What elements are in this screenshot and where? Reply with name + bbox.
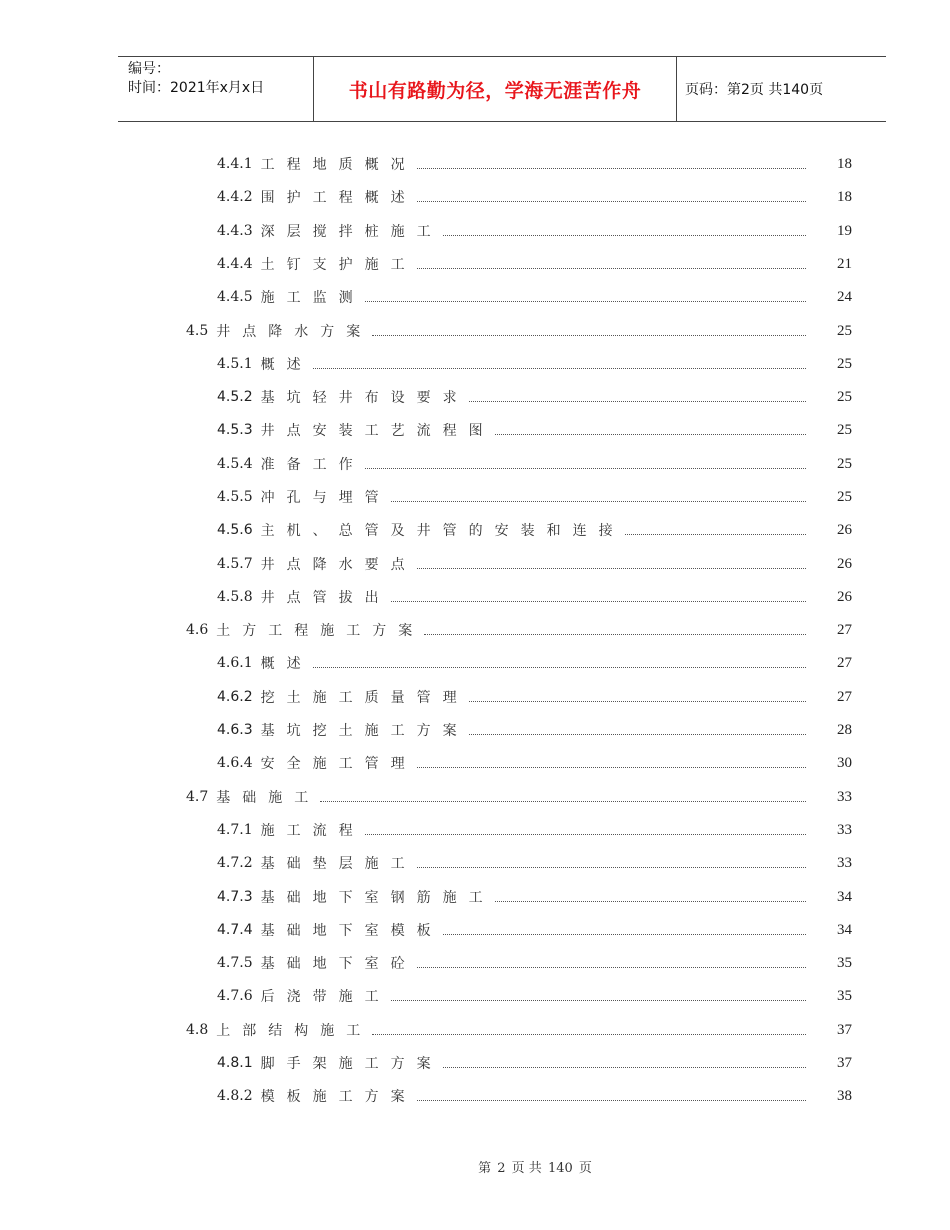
toc-leader-dots: [417, 200, 806, 202]
toc-entry[interactable]: [0, 720, 950, 740]
toc-leader-dots: [391, 500, 806, 502]
toc-entry-page: 33: [837, 788, 852, 805]
toc-entry-page: 25: [837, 455, 852, 472]
toc-entry[interactable]: [0, 154, 950, 174]
toc-entry[interactable]: [0, 1020, 950, 1040]
toc-entry[interactable]: [0, 487, 950, 507]
toc-entry-number: 4.5.6: [217, 522, 253, 538]
toc-leader-dots: [469, 733, 806, 735]
header-meta-cell: [118, 57, 314, 121]
toc-entry-page: 21: [837, 255, 852, 272]
toc-entry-number: 4.5.1: [217, 356, 253, 372]
toc-entry-number: 4.7.4: [217, 922, 253, 938]
toc-entry-number: 4.4.5: [217, 289, 253, 305]
toc-entry[interactable]: [0, 1053, 950, 1073]
toc-leader-dots: [417, 966, 806, 968]
toc-entry-title: 冲孔与埋管: [260, 490, 391, 506]
header-motto-cell: [314, 57, 677, 121]
toc-entry-number: 4.4.4: [217, 256, 253, 272]
toc-leader-dots: [365, 300, 806, 302]
toc-leader-dots: [313, 666, 806, 668]
toc-entry-title: 施工流程: [260, 823, 365, 839]
toc-leader-dots: [365, 833, 806, 835]
toc-entry-page: 27: [837, 654, 852, 671]
toc-leader-dots: [469, 700, 806, 702]
toc-entry-title: 工程地质概况: [260, 157, 417, 173]
toc-entry-number: 4.6.2: [217, 689, 253, 705]
toc-entry-page: 24: [837, 288, 852, 305]
toc-entry[interactable]: [0, 787, 950, 807]
toc-leader-dots: [417, 866, 806, 868]
toc-entry[interactable]: [0, 454, 950, 474]
toc-entry-page: 28: [837, 721, 852, 738]
number-label: 编号：: [128, 61, 170, 77]
toc-entry-number: 4.8.2: [217, 1088, 253, 1104]
toc-entry[interactable]: [0, 420, 950, 440]
toc-entry-number: 4.5.3: [217, 422, 253, 438]
toc-entry[interactable]: [0, 820, 950, 840]
toc-entry-number: 4.7.2: [217, 855, 253, 871]
toc-leader-dots: [417, 1099, 806, 1101]
toc-entry-title: 井点安装工艺流程图: [260, 423, 495, 439]
toc-entry-title: 井点降水要点: [260, 557, 417, 573]
toc-entry-number: 4.6: [186, 622, 209, 638]
toc-entry-title: 概述: [260, 656, 313, 672]
toc-entry-number: 4.5.2: [217, 389, 253, 405]
toc-entry-page: 26: [837, 555, 852, 572]
toc-leader-dots: [443, 1066, 806, 1068]
toc-entry[interactable]: [0, 887, 950, 907]
toc-entry-number: 4.7.1: [217, 822, 253, 838]
toc-entry-number: 4.4.1: [217, 156, 253, 172]
toc-entry[interactable]: [0, 354, 950, 374]
toc-entry-page: 27: [837, 688, 852, 705]
toc-entry-page: 25: [837, 322, 852, 339]
toc-leader-dots: [443, 234, 806, 236]
footer-suffix: 页: [578, 1161, 592, 1176]
toc-entry[interactable]: [0, 986, 950, 1006]
toc-entry-title: 基础垫层施工: [260, 856, 417, 872]
toc-entry-number: 4.5: [186, 323, 209, 339]
toc-entry-title: 基坑挖土施工方案: [260, 723, 469, 739]
toc-entry-title: 基础施工: [216, 790, 321, 806]
toc-entry[interactable]: [0, 653, 950, 673]
toc-entry-title: 安全施工管理: [260, 756, 417, 772]
toc-entry[interactable]: [0, 620, 950, 640]
toc-entry-page: 18: [837, 155, 852, 172]
toc-entry[interactable]: [0, 1086, 950, 1106]
toc-entry[interactable]: [0, 853, 950, 873]
toc-entry-number: 4.5.7: [217, 556, 253, 572]
toc-leader-dots: [372, 334, 806, 336]
toc-entry-page: 25: [837, 488, 852, 505]
toc-entry-page: 30: [837, 754, 852, 771]
toc-leader-dots: [495, 433, 806, 435]
toc-entry-title: 准备工作: [260, 457, 365, 473]
toc-entry[interactable]: [0, 753, 950, 773]
footer-prefix: 第: [478, 1161, 492, 1176]
toc-entry-page: 27: [837, 621, 852, 638]
toc-entry-page: 35: [837, 987, 852, 1004]
toc-entry[interactable]: [0, 321, 950, 341]
toc-entry-number: 4.6.3: [217, 722, 253, 738]
toc-entry[interactable]: [0, 920, 950, 940]
motto-text: 书山有路勤为径，学海无涯苦作舟: [348, 79, 642, 102]
toc-entry[interactable]: [0, 953, 950, 973]
toc-entry[interactable]: [0, 221, 950, 241]
toc-entry-number: 4.5.4: [217, 456, 253, 472]
toc-entry[interactable]: [0, 287, 950, 307]
toc-entry-number: 4.7.6: [217, 988, 253, 1004]
toc-leader-dots: [320, 800, 806, 802]
toc-entry-page: 34: [837, 888, 852, 905]
toc-entry[interactable]: [0, 554, 950, 574]
toc-entry-title: 基坑轻井布设要求: [260, 390, 469, 406]
time-label: 时间：2021年x月x日: [128, 80, 265, 96]
toc-entry-number: 4.5.5: [217, 489, 253, 505]
toc-entry-number: 4.7.3: [217, 889, 253, 905]
page-info: 页码：第2页 共140页: [685, 82, 824, 98]
toc-entry-number: 4.5.8: [217, 589, 253, 605]
toc-entry-number: 4.4.2: [217, 189, 253, 205]
toc-entry-number: 4.6.1: [217, 655, 253, 671]
toc-leader-dots: [424, 633, 806, 635]
toc-entry-number: 4.6.4: [217, 755, 253, 771]
footer-total-pages: 140: [547, 1161, 573, 1176]
toc-entry-title: 后浇带施工: [260, 989, 391, 1005]
toc-leader-dots: [417, 267, 806, 269]
toc-entry[interactable]: [0, 687, 950, 707]
toc-entry-title: 土钉支护施工: [260, 257, 417, 273]
toc-entry-title: 主机、总管及井管的安装和连接: [260, 523, 625, 539]
toc-entry-title: 上部结构施工: [216, 1023, 373, 1039]
toc-entry-title: 土方工程施工方案: [216, 623, 425, 639]
toc-entry-page: 33: [837, 821, 852, 838]
toc-leader-dots: [313, 367, 806, 369]
toc-leader-dots: [469, 400, 806, 402]
toc-entry-number: 4.8.1: [217, 1055, 253, 1071]
footer-mid: 页 共: [511, 1161, 542, 1176]
toc-entry-title: 脚手架施工方案: [260, 1056, 443, 1072]
toc-leader-dots: [391, 600, 806, 602]
toc-entry-page: 25: [837, 355, 852, 372]
toc-leader-dots: [417, 766, 806, 768]
toc-entry-title: 围护工程概述: [260, 190, 417, 206]
toc-entry-title: 概述: [260, 357, 313, 373]
header-page-cell: [677, 57, 886, 121]
toc-entry-page: 37: [837, 1054, 852, 1071]
toc-leader-dots: [625, 533, 806, 535]
toc-entry-page: 37: [837, 1021, 852, 1038]
toc-entry-title: 井点降水方案: [216, 324, 373, 340]
toc-leader-dots: [372, 1033, 806, 1035]
toc-entry[interactable]: [0, 254, 950, 274]
toc-entry-title: 基础地下室模板: [260, 923, 443, 939]
toc-leader-dots: [417, 167, 806, 169]
toc-entry-title: 井点管拔出: [260, 590, 391, 606]
toc-entry-title: 基础地下室钢筋施工: [260, 890, 495, 906]
toc-leader-dots: [443, 933, 806, 935]
page-footer: [0, 1157, 950, 1176]
toc-entry-title: 基础地下室砼: [260, 956, 417, 972]
toc-leader-dots: [391, 999, 806, 1001]
toc-entry-title: 挖土施工质量管理: [260, 690, 469, 706]
toc-entry[interactable]: [0, 520, 950, 540]
toc-entry-page: 38: [837, 1087, 852, 1104]
toc-entry[interactable]: [0, 187, 950, 207]
toc-entry-number: 4.8: [186, 1022, 209, 1038]
document-header: [118, 56, 886, 122]
toc-entry-page: 25: [837, 388, 852, 405]
toc-entry-page: 33: [837, 854, 852, 871]
toc-entry-page: 35: [837, 954, 852, 971]
toc-entry-page: 25: [837, 421, 852, 438]
toc-entry[interactable]: [0, 587, 950, 607]
toc-entry-title: 施工监测: [260, 290, 365, 306]
toc-entry[interactable]: [0, 387, 950, 407]
toc-entry-page: 19: [837, 222, 852, 239]
toc-entry-page: 18: [837, 188, 852, 205]
toc-entry-title: 深层搅拌桩施工: [260, 224, 443, 240]
toc-entry-page: 34: [837, 921, 852, 938]
toc-entry-number: 4.7: [186, 789, 209, 805]
toc-entry-number: 4.4.3: [217, 223, 253, 239]
toc-leader-dots: [417, 567, 806, 569]
toc-leader-dots: [365, 467, 806, 469]
toc-entry-number: 4.7.5: [217, 955, 253, 971]
footer-current-page: 2: [497, 1161, 506, 1176]
toc-entry-title: 模板施工方案: [260, 1089, 417, 1105]
toc-entry-page: 26: [837, 588, 852, 605]
toc-entry-page: 26: [837, 521, 852, 538]
toc-leader-dots: [495, 900, 806, 902]
